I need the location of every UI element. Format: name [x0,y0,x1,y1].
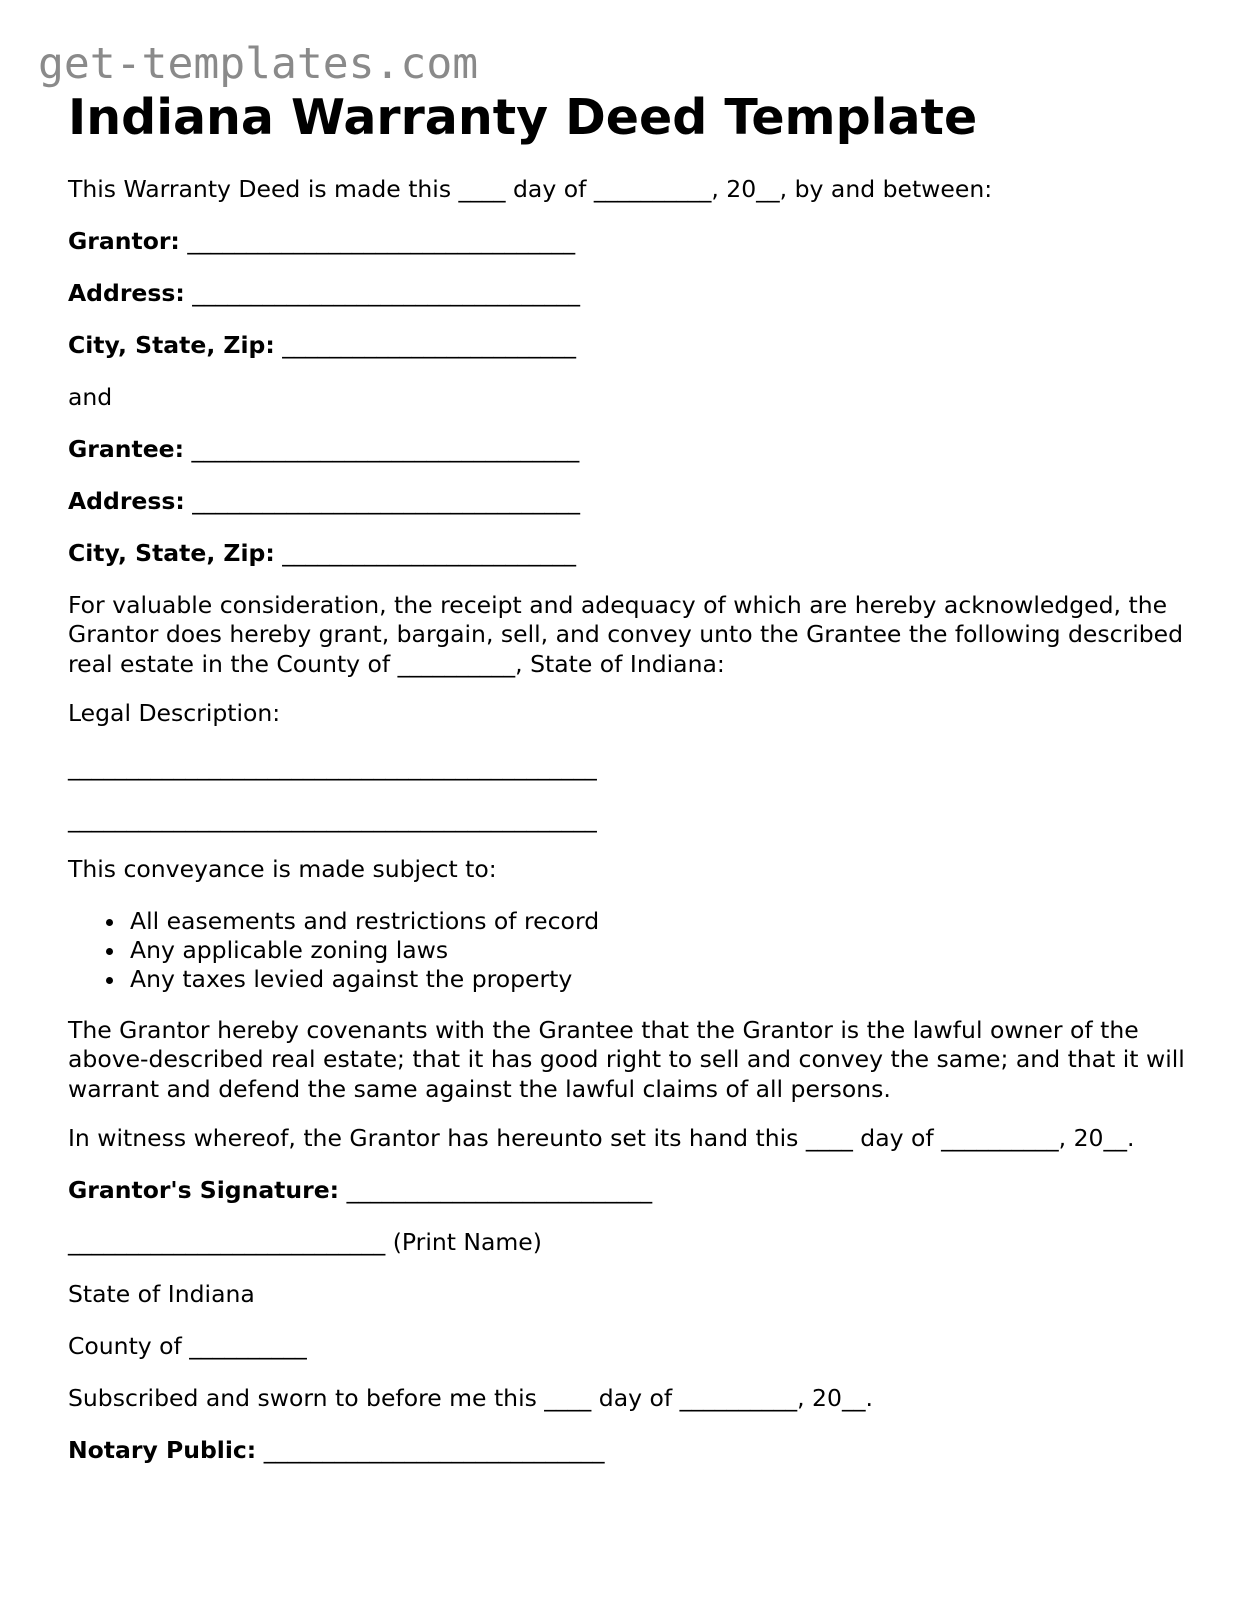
grantor-name-blank: _________________________________ [187,227,576,255]
grantor-city-row [68,331,576,360]
grantor-name-label: Grantor: [68,227,180,255]
state-text: State of Indiana [68,1280,255,1308]
grantor-city-label: City, State, Zip: [68,331,275,359]
list-item: All easements and restrictions of record [130,907,600,935]
and-text: and [68,383,113,411]
county-text: County of __________ [68,1332,307,1360]
grantee-address-row [68,487,580,516]
notary-blank: _____________________________ [263,1436,605,1464]
legal-description-blank-1: _____________________________________________ [68,753,597,781]
subject-intro: This conveyance is made subject to: [68,855,497,883]
grantor-name-row [68,227,575,256]
notary-row [68,1436,604,1465]
print-name-label: (Print Name) [392,1228,542,1256]
list-item: Any applicable zoning laws [130,936,599,965]
legal-description-blank-2: _____________________________________________ [68,805,597,833]
grantee-address-blank: _________________________________ [192,487,580,515]
subject-list [68,907,599,995]
legal-description-label: Legal Description: [68,699,281,727]
grantor-signature-row [68,1176,652,1205]
grantor-address-blank: _________________________________ [192,279,580,307]
list-item: Any taxes levied against the property [130,965,599,994]
watermark: get-templates.com [38,39,479,89]
grantee-name-row [68,435,579,464]
consideration-paragraph: For valuable consideration, the receipt and adequacy of which are hereby acknowledged, the Grantor does hereby grant, bargain, sell, and convey unto the Grantee the following described real estate in the County of __________, State of Indiana: [68,591,1184,678]
grantor-signature-blank: __________________________ [346,1176,653,1204]
grantor-address-row [68,279,580,308]
grantor-address-label: Address: [68,279,185,307]
grantee-name-label: Grantee: [68,435,184,463]
grantee-city-blank: _________________________ [282,539,576,567]
covenant-paragraph: The Grantor hereby covenants with the Grantee that the Grantor is the lawful owner of the above-described real estate; that it has good right to sell and convey the same; and that it will warrant and defend the same against the lawful claims of all persons. [68,1016,1185,1103]
grantor-city-blank: _________________________ [282,331,576,359]
grantee-city-row [68,539,576,568]
page-title: Indiana Warranty Deed Template [68,89,978,146]
grantee-city-label: City, State, Zip: [68,539,275,567]
grantor-signature-label: Grantor's Signature: [68,1176,340,1204]
sworn-text: Subscribed and sworn to before me this ____ day of __________, 20__. [68,1384,873,1412]
print-name-blank: ___________________________ [68,1228,386,1256]
witness-text: In witness whereof, the Grantor has hereunto set its hand this ____ day of __________, 20__. [68,1124,1135,1152]
intro-text: This Warranty Deed is made this ____ day of __________, 20__, by and between: [68,175,993,203]
notary-label: Notary Public: [68,1436,257,1464]
grantee-address-label: Address: [68,487,185,515]
grantee-name-blank: _________________________________ [191,435,580,463]
print-name-row [68,1228,542,1257]
